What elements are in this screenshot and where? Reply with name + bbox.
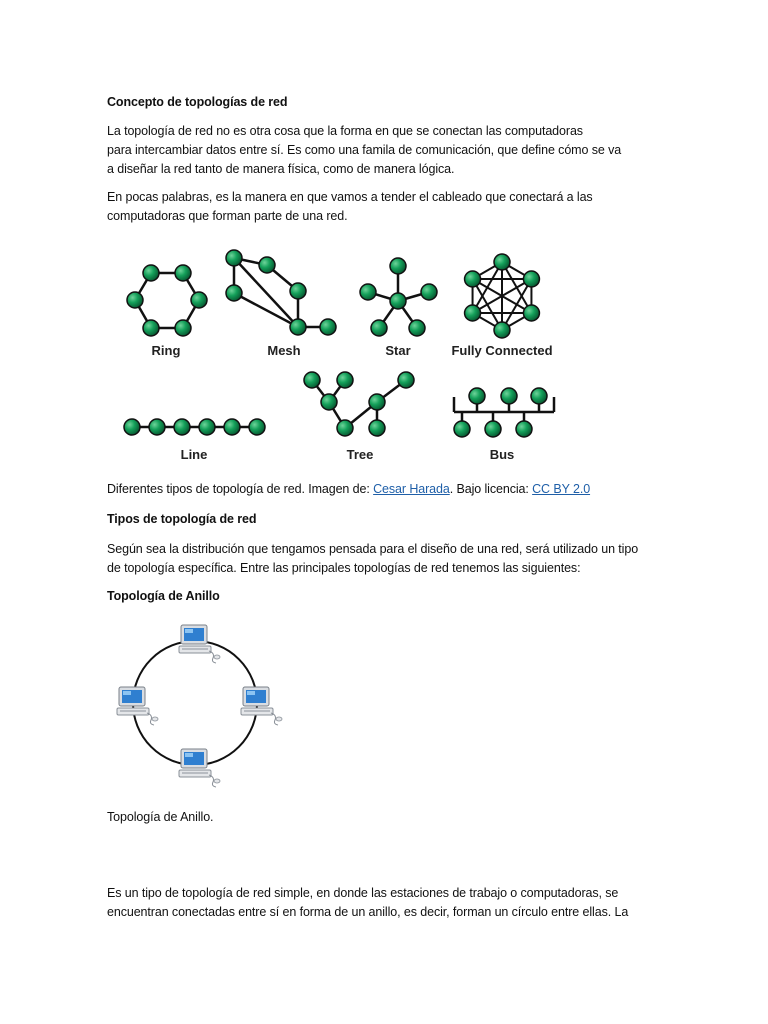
para4-line2: encuentran conectadas entre sí en forma de un anillo, es decir, forman un círculo entre ellas. La xyxy=(107,905,629,919)
fc-node xyxy=(494,322,510,338)
network-topologies-figure xyxy=(112,242,570,472)
fc-node xyxy=(523,271,539,287)
ring-caption: Topología de Anillo. xyxy=(107,810,214,824)
heading-tipos: Tipos de topología de red xyxy=(107,512,257,526)
para1-line3: a diseñar la red tanto de manera física, como de manera lógica. xyxy=(107,162,455,176)
fc-node xyxy=(494,254,510,270)
label-bus: Bus xyxy=(489,447,515,462)
fc-node xyxy=(465,271,481,287)
para4-line1: Es un tipo de topología de red simple, en donde las estaciones de trabajo o computadoras, se xyxy=(107,886,619,900)
heading-anillo: Topología de Anillo xyxy=(107,589,220,603)
para2-line2: computadoras que forman parte de una red. xyxy=(107,209,348,223)
caption-prefix: Diferentes tipos de topología de red. Imagen de: xyxy=(107,482,370,496)
label-fully-connected: Fully Connected xyxy=(451,343,553,358)
para2-line1: En pocas palabras, es la manera en que vamos a tender el cableado que conectará a las xyxy=(107,190,593,204)
label-mesh: Mesh xyxy=(267,343,301,358)
label-ring: Ring xyxy=(151,343,181,358)
para1-line1: La topología de red no es otra cosa que la forma en que se conectan las computadoras xyxy=(107,124,583,138)
license-link[interactable]: CC BY 2.0 xyxy=(532,482,591,496)
para1-line2: para intercambiar datos entre sí. Es como una famila de comunicación, que define cómo se va xyxy=(107,143,622,157)
label-tree: Tree xyxy=(346,447,374,462)
fc-node xyxy=(465,305,481,321)
caption-middle: . Bajo licencia: xyxy=(449,482,529,496)
author-link[interactable]: Cesar Harada xyxy=(373,482,450,496)
label-line: Line xyxy=(180,447,208,462)
figure-caption xyxy=(107,480,590,499)
ring-topology-illustration xyxy=(105,617,285,789)
fc-node xyxy=(523,305,539,321)
para3-line1: Según sea la distribución que tengamos pensada para el diseño de una red, será utilizado un tipo xyxy=(107,542,639,556)
para3-line2: de topología específica. Entre las principales topologías de red tenemos las siguientes: xyxy=(107,561,581,575)
heading-concepto: Concepto de topologías de red xyxy=(107,95,288,109)
label-star: Star xyxy=(385,343,411,358)
